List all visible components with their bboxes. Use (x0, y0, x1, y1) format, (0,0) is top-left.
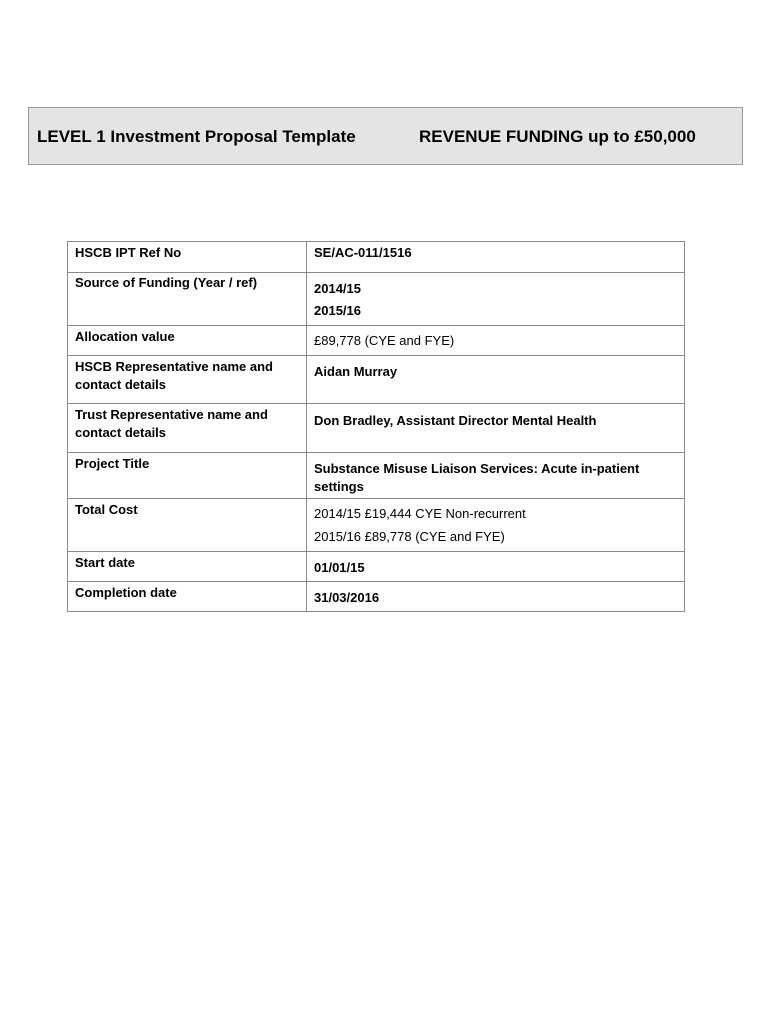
row-value (307, 242, 685, 273)
table-row (68, 356, 685, 404)
project-title: Substance Misuse Liaison Services: Acute in-patient settings (314, 461, 640, 494)
row-label: HSCB Representative name and contact details (68, 356, 307, 404)
row-label: Total Cost (68, 499, 307, 552)
table-row (68, 552, 685, 582)
start-date: 01/01/15 (314, 560, 365, 575)
allocation-value: £89,778 (CYE and FYE) (314, 333, 455, 348)
row-label: Project Title (68, 453, 307, 499)
trust-representative: Don Bradley, Assistant Director Mental Health (314, 413, 597, 428)
row-label: HSCB IPT Ref No (68, 242, 307, 273)
row-value (307, 404, 685, 453)
row-value (307, 499, 685, 552)
hscb-representative: Aidan Murray (314, 364, 398, 379)
row-value (307, 552, 685, 582)
funding-year: 2014/15 (314, 281, 361, 296)
row-value (307, 326, 685, 356)
row-label: Source of Funding (Year / ref) (68, 273, 307, 326)
total-cost-line: 2015/16 £89,778 (CYE and FYE) (314, 529, 505, 544)
ref-number: SE/AC-011/1516 (314, 245, 412, 260)
table-row (68, 326, 685, 356)
row-label: Allocation value (68, 326, 307, 356)
funding-year: 2015/16 (314, 303, 361, 318)
document-title: LEVEL 1 Investment Proposal Template (37, 127, 356, 146)
table-row (68, 499, 685, 552)
row-value (307, 582, 685, 612)
table-row (68, 242, 685, 273)
completion-date: 31/03/2016 (314, 590, 380, 605)
row-label: Trust Representative name and contact details (68, 404, 307, 453)
total-cost-line: 2014/15 £19,444 CYE Non-recurrent (314, 506, 526, 521)
row-label: Start date (68, 552, 307, 582)
table-row (68, 404, 685, 453)
header-banner (28, 107, 743, 165)
proposal-details-table (67, 241, 685, 612)
row-value (307, 356, 685, 404)
table-row (68, 273, 685, 326)
row-label: Completion date (68, 582, 307, 612)
row-value (307, 273, 685, 326)
table-row (68, 453, 685, 499)
row-value (307, 453, 685, 499)
funding-subtitle: REVENUE FUNDING up to £50,000 (419, 127, 696, 146)
table-row (68, 582, 685, 612)
